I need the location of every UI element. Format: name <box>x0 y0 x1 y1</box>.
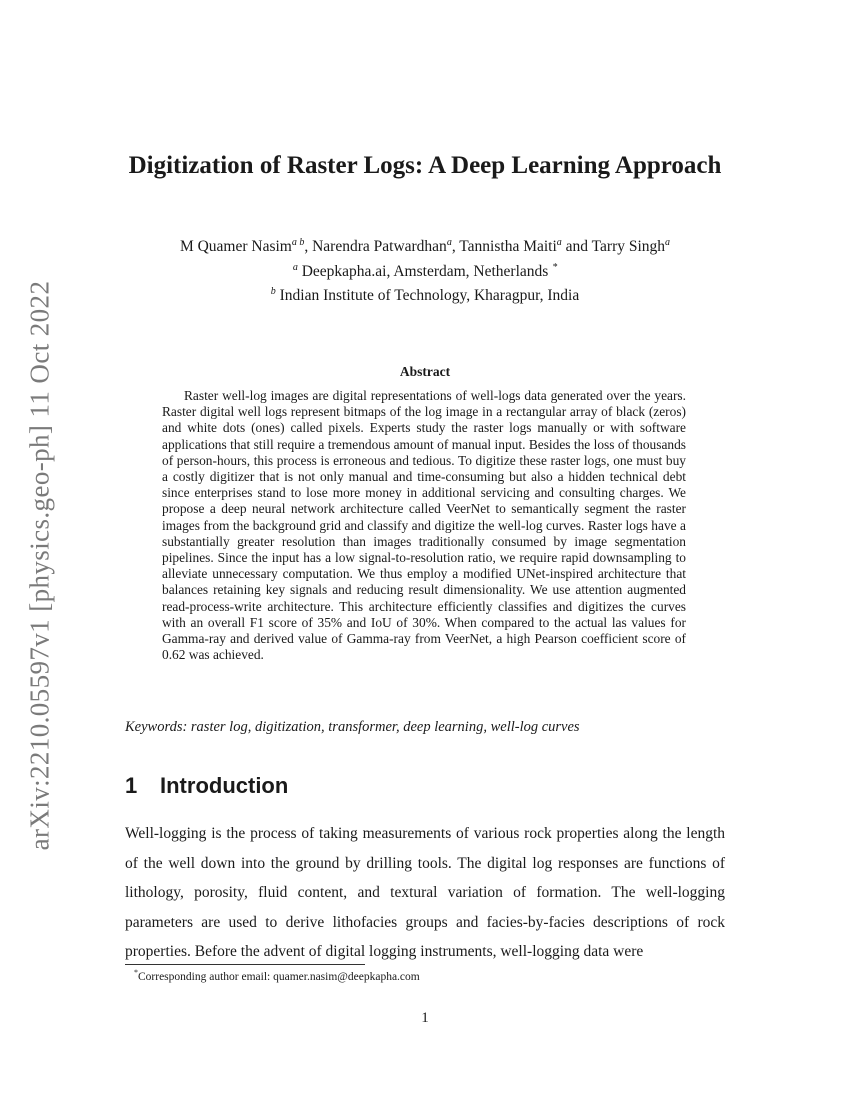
affiliation-mark: a <box>556 237 562 248</box>
affiliation-text: Indian Institute of Technology, Kharagpur, India <box>275 287 580 305</box>
author-name: M Quamer Nasim <box>179 238 292 256</box>
abstract-heading: Abstract <box>399 364 451 379</box>
footnote <box>134 968 420 983</box>
footnote-mark: * <box>134 968 138 977</box>
affiliation-mark: a b <box>291 237 305 248</box>
affiliation-text: Deepkapha.ai, Amsterdam, Netherlands <box>297 262 553 280</box>
affiliation-line <box>100 282 750 307</box>
affiliation-mark: a <box>446 237 452 248</box>
affiliation-mark: b <box>270 286 276 298</box>
author-block <box>100 233 750 307</box>
author-line: M Quamer Nasim$^{a b}$, Narendra Patwardhan$^a$, Tannistha Maiti$^a$ and Tarry Singh$^a$ <box>179 237 671 256</box>
author-name: Tannistha Maiti <box>459 238 557 256</box>
author-name: Tarry Singh <box>591 238 666 256</box>
affiliation-mark: a <box>665 237 671 248</box>
section-number: 1 <box>125 773 138 798</box>
footnote-divider <box>125 964 365 965</box>
affiliation-line <box>100 258 750 283</box>
author-name: Narendra Patwardhan <box>312 238 447 256</box>
footnote-text: Corresponding author email: quamer.nasim@deepkapha.com <box>138 970 420 983</box>
footnote-mark: * <box>552 261 558 273</box>
section-title: Introduction <box>160 773 289 798</box>
section-heading <box>125 773 288 799</box>
page-number: 1 <box>421 1010 429 1026</box>
introduction-paragraph: Well-logging is the process of taking measurements of various rock properties along the length of the well down into the ground by drilling tools. The digital log responses are functions of lithology, porosity, fluid content, and textural variation of formation. The well-logging parameters are used to derive lithofacies groups and facies-by-facies descriptions of rock properties. Before the advent of digital logging instruments, well-logging data were <box>125 825 725 960</box>
arxiv-identifier-text: arXiv:2210.05597v1 [physics.geo-ph] 11 Oct 2022 <box>24 280 55 850</box>
abstract-text: Raster well-log images are digital representations of well-logs data generated over the years. Raster digital well logs represent bitmaps of the log image in a rectangular array of black (zeros) and white dots (ones) called pixels. Experts study the raster logs manually or with software applications that still require a tremendous amount of manual input. Besides the loss of thousands of person-hours, this process is erroneous and tedious. To digitize these raster logs, one must buy a costly digitizer that is not only manual and time-consuming but also a hidden technical debt since enterprises stand to lose more money in additional servicing and consulting charges. We propose a deep neural network architecture called VeerNet to semantically segment the raster images from the background grid and classify and digitize the well-log curves. Raster logs have a substantially greater resolution than images traditionally consumed by image segmentation pipelines. Since the input has a low signal-to-resolution ratio, we require rapid downsampling to alleviate unnecessary computation. We thus employ a modified UNet-inspired architecture that balances retaining key signals and reducing result dimensionality. We use attention augmented read-process-write architecture. This architecture efficiently classifies and digitizes the curves with an overall F1 score of 35% and IoU of 30%. When compared to the actual las values for Gamma-ray and derived value of Gamma-ray from VeerNet, a high Pearson coefficient score of 0.62 was achieved. <box>162 388 686 663</box>
keywords-line: Keywords: raster log, digitization, transformer, deep learning, well-log curves <box>125 719 580 735</box>
arxiv-identifier-stamp <box>10 255 70 875</box>
paper-title: Digitization of Raster Logs: A Deep Learning Approach <box>128 152 722 179</box>
affiliation-mark: a <box>292 261 298 273</box>
